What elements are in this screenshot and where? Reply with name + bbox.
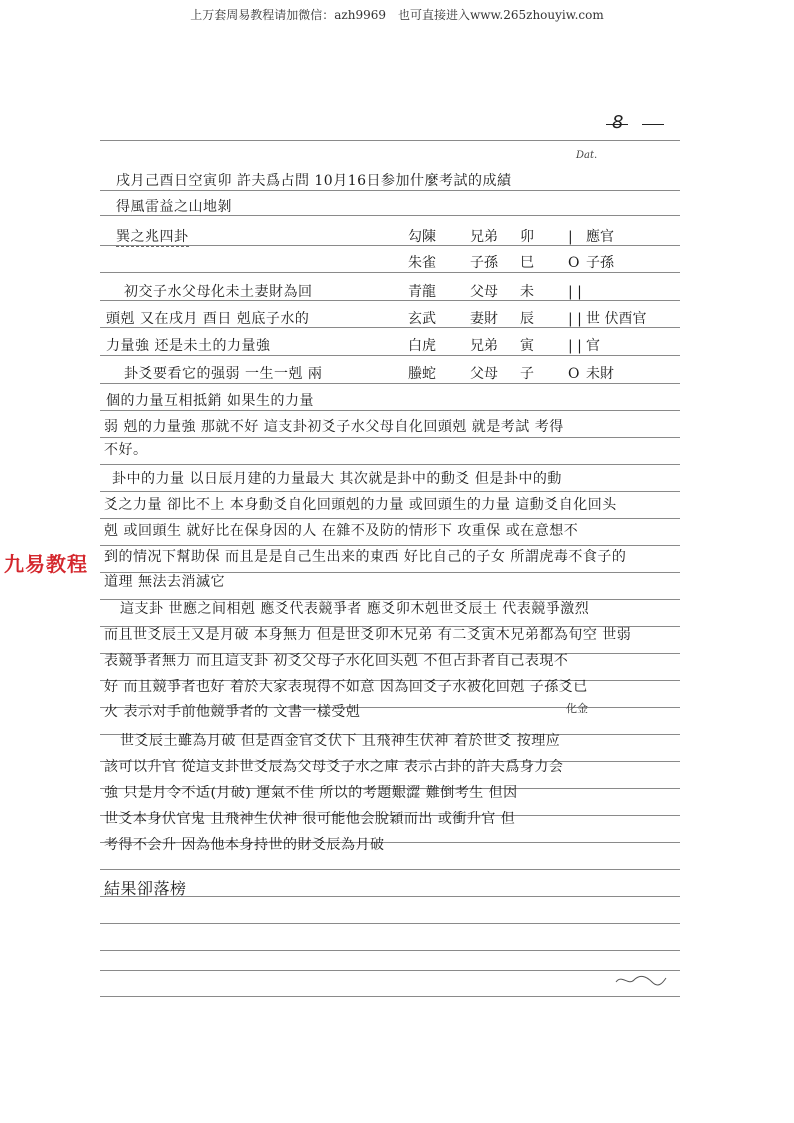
body-line: 到的情况下幫助保 而且是是自己生出来的東西 好比自己的子女 所謂虎毒不食子的 xyxy=(104,549,627,565)
branch: 子 xyxy=(520,366,534,382)
branch: 辰 xyxy=(520,311,534,327)
left-note-line: 頭剋 又在戌月 酉日 剋底子水的 xyxy=(106,311,310,327)
branch: 未 xyxy=(520,284,534,300)
six-god: 勾陳 xyxy=(408,229,436,245)
body-line: 卦中的力量 以日辰月建的力量最大 其次就是卦中的動爻 但是卦中的動 xyxy=(112,471,562,487)
hexagram-row xyxy=(408,254,678,274)
yao-note: 應官 xyxy=(586,229,614,245)
body-line: 該可以升官 從這支卦世爻辰為父母爻子水之庫 表示占卦的許夫爲身力会 xyxy=(104,759,564,775)
body-line: 表競爭者無力 而且這支卦 初爻父母子水化回头剋 不但占卦者自己表現不 xyxy=(104,653,569,669)
yao-note: 子孫 xyxy=(586,255,614,271)
body-line: 好 而且競爭者也好 着於大家表現得不如意 因為回爻子水被化回剋 子孫爻已 xyxy=(104,679,588,695)
branch: 巳 xyxy=(520,255,534,271)
yao-mark: | | xyxy=(568,284,582,300)
yao-mark: | | xyxy=(568,338,582,354)
yao-mark: | | xyxy=(568,311,582,327)
six-relation: 子孫 xyxy=(470,255,498,271)
body-line: 火 表示对手前他競爭者的 文書一樣受剋 xyxy=(104,704,361,720)
page-number: 8 xyxy=(612,112,672,133)
hexagram-title: 巽之兆四卦 xyxy=(116,229,189,245)
left-note-line: 力量強 还是未土的力量強 xyxy=(106,338,271,354)
left-note-line: 初交子水父母化未土妻財為回 xyxy=(124,284,313,300)
side-note: 化金 xyxy=(566,702,588,715)
six-god: 朱雀 xyxy=(408,255,436,271)
header-banner: 上万套周易教程请加微信：azh9969 也可直接进入www.265zhouyiw.com xyxy=(190,8,604,22)
branch: 卯 xyxy=(520,229,534,245)
body-line: 不好。 xyxy=(104,442,148,458)
body-line: 這支卦 世應之间相剋 應爻代表競爭者 應爻卯木剋世爻辰土 代表競爭激烈 xyxy=(120,601,590,617)
conclusion: 結果卻落榜 xyxy=(104,879,187,898)
date-label: Dat. xyxy=(576,150,598,161)
watermark: 九易教程 xyxy=(4,552,88,576)
hexagram-row xyxy=(408,310,678,330)
six-god: 白虎 xyxy=(408,338,436,354)
body-line: 道理 無法去消滅它 xyxy=(104,574,225,590)
six-god: 青龍 xyxy=(408,284,436,300)
six-relation: 妻財 xyxy=(470,311,498,327)
yao-note: 世 伏酉官 xyxy=(586,311,647,327)
corner-scribble xyxy=(614,972,668,988)
yao-note: 未財 xyxy=(586,366,614,382)
branch: 寅 xyxy=(520,338,534,354)
six-relation: 父母 xyxy=(470,366,498,382)
yao-mark: O xyxy=(568,255,580,271)
question-line-1: 戌月己酉日空寅卯 許夫爲占問 10月16日参加什麼考試的成績 xyxy=(116,173,512,189)
yao-note: 官 xyxy=(586,338,600,354)
body-line: 爻之力量 卻比不上 本身動爻自化回頭剋的力量 或回頭生的力量 這動爻自化回头 xyxy=(104,497,617,513)
six-god: 玄武 xyxy=(408,311,436,327)
six-relation: 父母 xyxy=(470,284,498,300)
hexagram-row xyxy=(408,228,678,248)
six-relation: 兄弟 xyxy=(470,338,498,354)
body-line: 世爻辰土雖為月破 但是酉金官爻伏下 且飛神生伏神 着於世爻 按理应 xyxy=(120,733,561,749)
body-line: 強 只是月令不适(月破) 運氣不佳 所以的考題艱澀 難倒考生 但因 xyxy=(104,785,518,801)
question-line-2: 得風雷益之山地剝 xyxy=(116,199,232,215)
body-line: 弱 剋的力量強 那就不好 這支卦初爻子水父母自化回頭剋 就是考試 考得 xyxy=(104,419,564,435)
body-line: 世爻本身伏官鬼 且飛神生伏神 很可能他会脫穎而出 或衝升官 但 xyxy=(104,811,516,827)
six-god: 螣蛇 xyxy=(408,366,436,382)
body-line: 考得不会升 因為他本身持世的財爻辰為月破 xyxy=(104,837,385,853)
yao-mark: | xyxy=(568,229,573,245)
left-note-line: 個的力量互相抵銷 如果生的力量 xyxy=(106,393,314,409)
hexagram-row xyxy=(408,365,678,385)
yao-mark: O xyxy=(568,366,580,382)
hexagram-row xyxy=(408,337,678,357)
hexagram-row xyxy=(408,283,678,303)
six-relation: 兄弟 xyxy=(470,229,498,245)
body-line: 而且世爻辰土又是月破 本身無力 但是世爻卯木兄弟 有二爻寅木兄弟都為旬空 世弱 xyxy=(104,627,632,643)
body-line: 剋 或回頭生 就好比在保身因的人 在雜不及防的情形下 攻重保 或在意想不 xyxy=(104,523,579,539)
left-note-line: 卦爻要看它的强弱 一生一剋 兩 xyxy=(124,366,323,382)
